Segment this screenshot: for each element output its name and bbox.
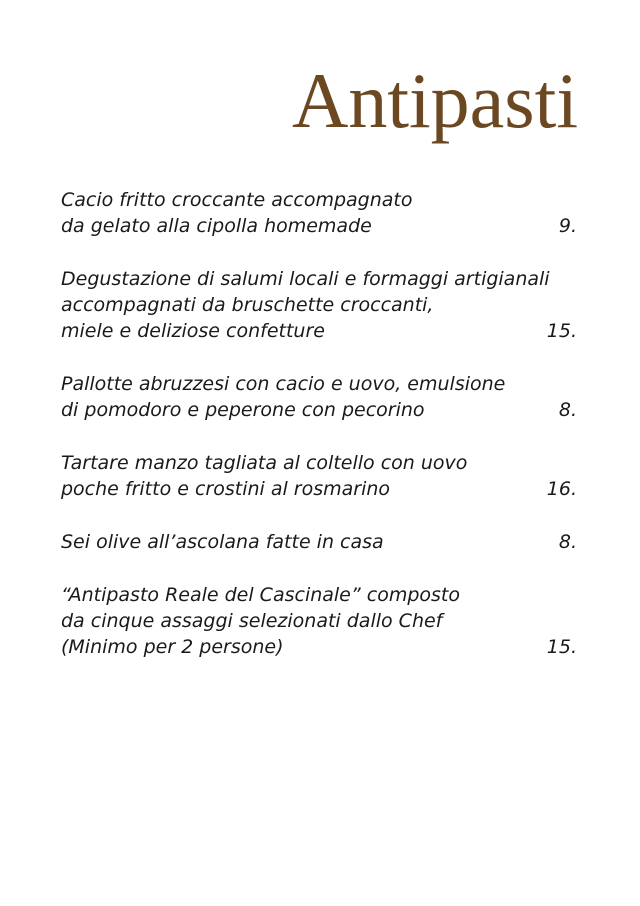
menu-list <box>61 187 577 687</box>
item-description-line: (Minimo per 2 persone) <box>61 636 284 658</box>
item-price: 8. <box>558 531 577 553</box>
item-description-line: Degustazione di salumi locali e formaggi artigianali <box>61 268 550 290</box>
item-description-line: Pallotte abruzzesi con cacio e uovo, emulsione <box>61 373 506 395</box>
item-price: 15. <box>546 320 577 342</box>
item-description-line: Cacio fritto croccante accompagnato <box>61 189 413 211</box>
item-description-line: di pomodoro e peperone con pecorino <box>61 399 425 421</box>
menu-item <box>61 266 577 344</box>
item-price: 9. <box>558 215 577 237</box>
menu-item <box>61 371 577 423</box>
page-title: Antipasti <box>292 57 578 144</box>
item-description-line: da gelato alla cipolla homemade <box>61 215 372 237</box>
menu-item <box>61 450 577 502</box>
item-description-line: Sei olive all’ascolana fatte in casa <box>61 531 384 553</box>
menu-item <box>61 529 577 555</box>
menu-item <box>61 582 577 660</box>
item-price: 8. <box>558 399 577 421</box>
item-description-line: miele e deliziose confetture <box>61 320 325 342</box>
menu-item <box>61 187 577 239</box>
item-description-line: poche fritto e crostini al rosmarino <box>61 478 391 500</box>
item-description-line: “Antipasto Reale del Cascinale” composto <box>61 584 460 606</box>
item-price: 16. <box>546 478 577 500</box>
item-description-line: da cinque assaggi selezionati dallo Chef <box>61 610 443 632</box>
item-description-line: accompagnati da bruschette croccanti, <box>61 294 434 316</box>
item-description-line: Tartare manzo tagliata al coltello con uovo <box>61 452 468 474</box>
item-price: 15. <box>546 636 577 658</box>
